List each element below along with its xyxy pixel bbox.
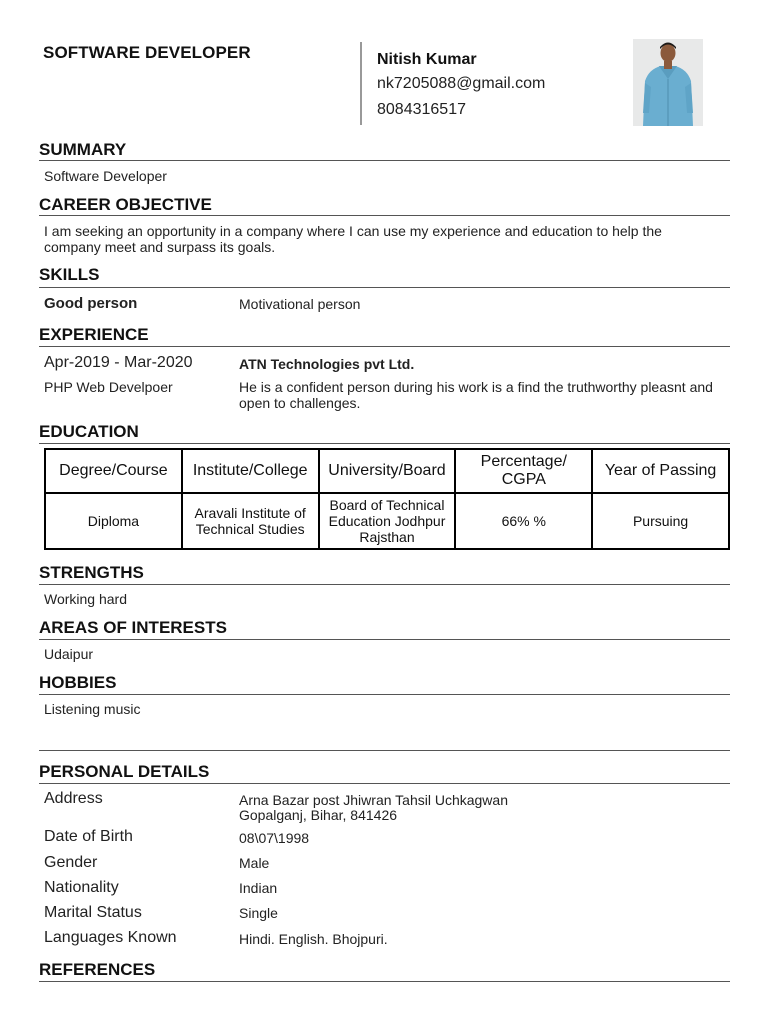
strengths-title: STRENGTHS (39, 563, 144, 582)
candidate-name: Nitish Kumar (377, 51, 477, 68)
address-label: Address (44, 790, 103, 807)
experience-title: EXPERIENCE (39, 325, 149, 344)
education-percentage: 66% % (456, 494, 591, 548)
career-text-line1: I am seeking an opportunity in a company where I can use my experience and education to help the (44, 223, 662, 239)
hobbies-text: Listening music (44, 701, 141, 717)
references-title: REFERENCES (39, 960, 156, 979)
experience-company: ATN Technologies pvt Ltd. (239, 356, 415, 372)
hobbies-title: HOBBIES (39, 673, 117, 692)
dob-value: 08\07\1998 (239, 830, 310, 846)
education-header-percentage: Percentage/ CGPA (456, 450, 591, 492)
section-separator (39, 750, 730, 751)
education-degree: Diploma (46, 494, 181, 548)
skills-divider (39, 287, 730, 288)
person-photo-icon (633, 39, 703, 126)
personal-details-title: PERSONAL DETAILS (39, 762, 210, 781)
career-divider (39, 215, 730, 216)
languages-label: Languages Known (44, 929, 177, 946)
education-header-year: Year of Passing (593, 450, 728, 492)
gender-value: Male (239, 855, 270, 871)
interests-text: Udaipur (44, 646, 94, 662)
experience-desc-line1: He is a confident person during his work is a find the truthworthy pleasnt and (239, 379, 713, 395)
strengths-divider (39, 584, 730, 585)
skills-title: SKILLS (39, 265, 100, 284)
education-header-institute: Institute/College (183, 450, 318, 492)
skill-left: Good person (44, 295, 138, 312)
summary-title: SUMMARY (39, 140, 127, 159)
phone: 8084316517 (377, 101, 466, 118)
profile-photo (633, 39, 703, 126)
education-title: EDUCATION (39, 422, 139, 441)
summary-text: Software Developer (44, 168, 167, 184)
experience-desc-line2: open to challenges. (239, 395, 361, 411)
nationality-label: Nationality (44, 879, 119, 896)
education-header-degree: Degree/Course (46, 450, 181, 492)
interests-divider (39, 639, 730, 640)
gender-label: Gender (44, 854, 98, 871)
address-line2: Gopalganj, Bihar, 841426 (239, 807, 398, 823)
summary-divider (39, 160, 730, 161)
marital-status-value: Single (239, 905, 278, 921)
experience-role: PHP Web Develpoer (44, 379, 173, 395)
dob-label: Date of Birth (44, 828, 133, 845)
experience-divider (39, 346, 730, 347)
email: nk7205088@gmail.com (377, 75, 546, 92)
hobbies-divider (39, 694, 730, 695)
career-objective-title: CAREER OBJECTIVE (39, 195, 212, 214)
career-text-line2: company meet and surpass its goals. (44, 239, 276, 255)
strengths-text: Working hard (44, 591, 128, 607)
education-header-university: University/Board (320, 450, 455, 492)
languages-value: Hindi. English. Bhojpuri. (239, 931, 388, 947)
header-divider (360, 42, 362, 125)
education-institute: Aravali Institute of Technical Studies (183, 494, 318, 548)
table-row (46, 494, 728, 548)
education-table (44, 448, 730, 550)
references-divider (39, 981, 730, 982)
interests-title: AREAS OF INTERESTS (39, 618, 227, 637)
education-year: Pursuing (593, 494, 728, 548)
marital-status-label: Marital Status (44, 904, 142, 921)
nationality-value: Indian (239, 880, 278, 896)
personal-divider (39, 783, 730, 784)
address-line1: Arna Bazar post Jhiwran Tahsil Uchkagwan (239, 792, 508, 808)
education-header-row (46, 450, 728, 492)
skill-right: Motivational person (239, 296, 361, 312)
education-university: Board of Technical Education Jodhpur Rajsthan (320, 494, 455, 548)
education-divider (39, 443, 730, 444)
job-title: SOFTWARE DEVELOPER (43, 43, 251, 62)
experience-dates: Apr-2019 - Mar-2020 (44, 354, 193, 371)
